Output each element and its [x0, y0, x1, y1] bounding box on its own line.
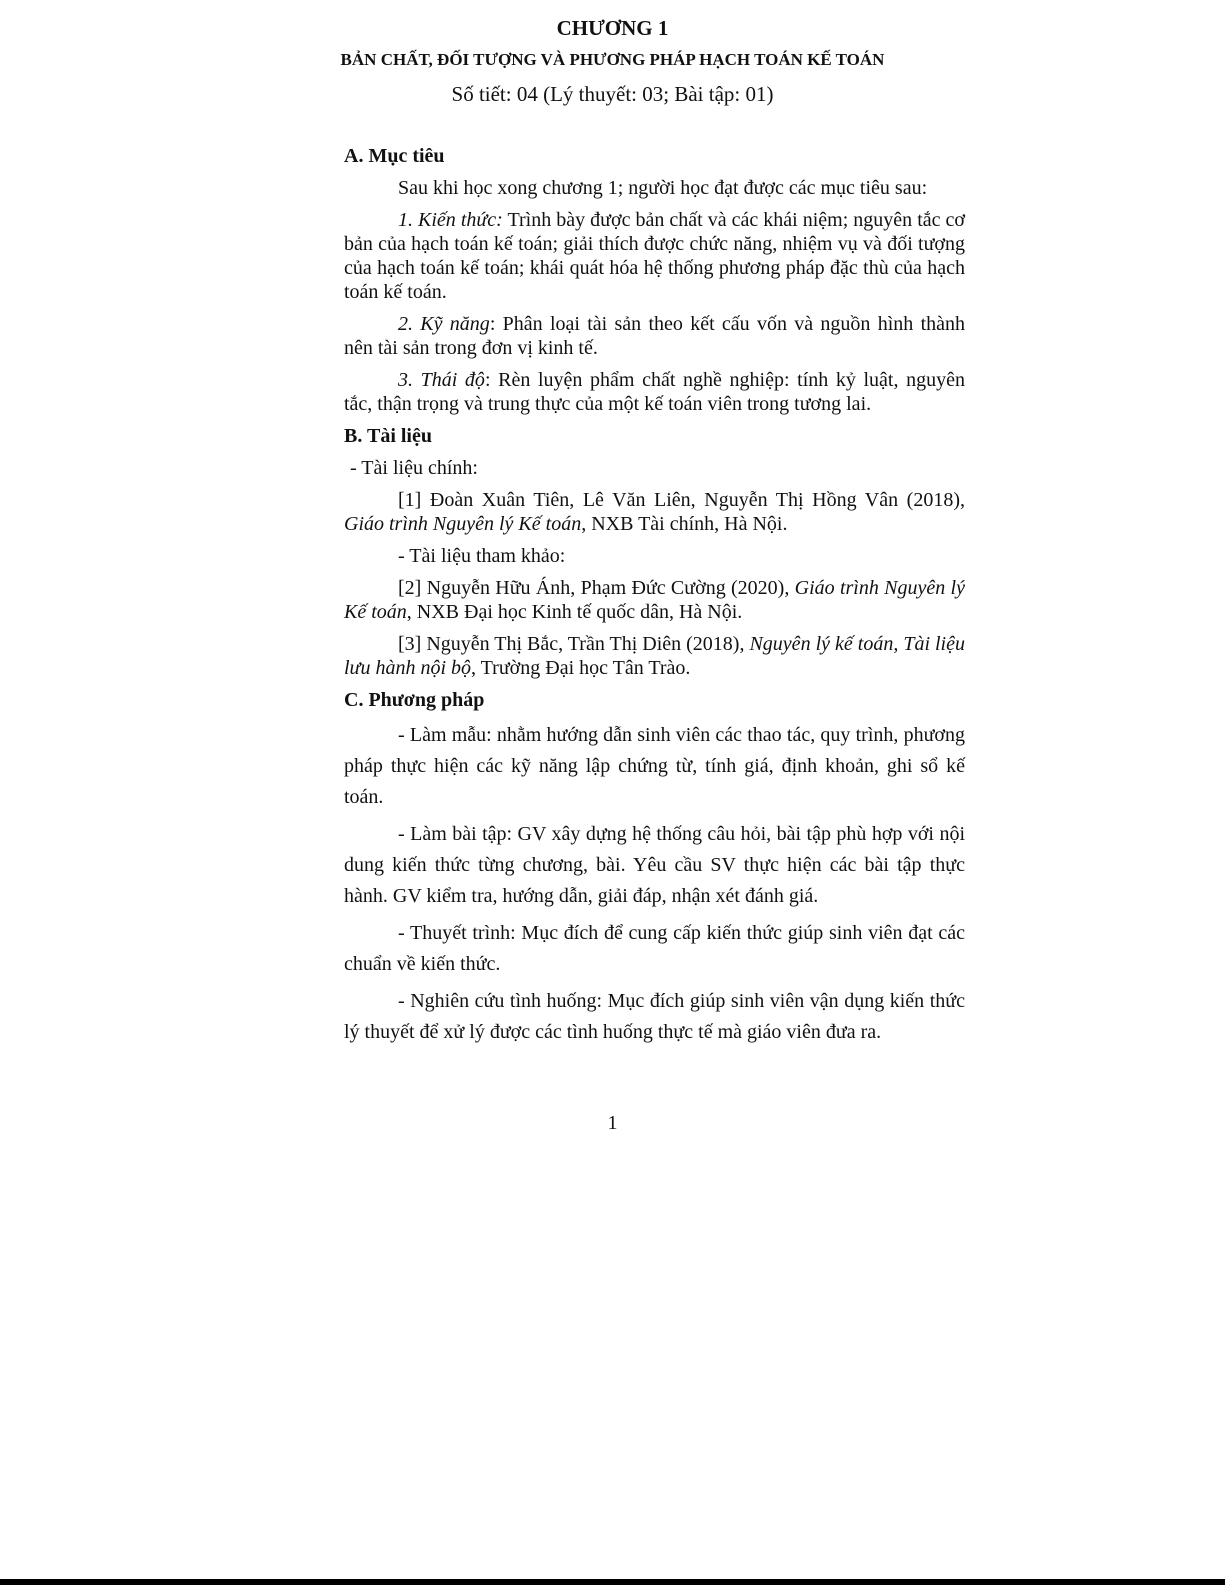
method-item: - Nghiên cứu tình huống: Mục đích giúp sinh viên vận dụng kiến thức lý thuyết để xử lý được các tình huống thực tế mà giáo viên đưa ra.: [344, 990, 965, 1043]
reference-3-authors: [3] Nguyễn Thị Bắc, Trần Thị Diên (2018),: [398, 633, 750, 655]
extra-materials-label: - Tài liệu tham khảo:: [398, 545, 566, 567]
objective-skill-text: : Phân loại tài sản theo kết cấu vốn và nguồn hình thành nên tài sản trong đơn vị kinh tế.: [344, 313, 966, 359]
section-a-intro: Sau khi học xong chương 1; người học đạt được các mục tiêu sau:: [398, 177, 928, 199]
reference-1-publisher: , NXB Tài chính, Hà Nội.: [581, 513, 788, 535]
reference-2-title: Giáo trình Nguyên lý Kế toán: [344, 577, 965, 623]
chapter-number: CHƯƠNG 1: [556, 16, 669, 40]
reference-3-publisher: , Trường Đại học Tân Trào.: [471, 657, 691, 679]
main-materials-label: - Tài liệu chính:: [350, 457, 478, 479]
chapter-hours: Số tiết: 04 (Lý thuyết: 03; Bài tập: 01): [451, 82, 774, 106]
objective-attitude-label: 3. Thái độ: [398, 369, 485, 391]
page-number: 1: [607, 1112, 618, 1134]
objective-knowledge-text: Trình bày được bản chất và các khái niệm; nguyên tắc cơ bản của hạch toán kế toán; giải thích được chức năng, nhiệm vụ và đối tượng của hạch toán kế toán; khái quát hóa hệ thống phương pháp đặc thù của hạch toán kế toán.: [344, 209, 965, 303]
method-item: - Làm bài tập: GV xây dựng hệ thống câu hỏi, bài tập phù hợp với nội dung kiến thức từng chương, bài. Yêu cầu SV thực hiện các bài tập thực hành. GV kiểm tra, hướng dẫn, giải đáp, nhận xét đánh giá.: [344, 823, 965, 907]
section-c-heading: C. Phương pháp: [344, 689, 485, 711]
reference-2-authors: [2] Nguyễn Hữu Ánh, Phạm Đức Cường (2020),: [398, 577, 795, 599]
reference-1-title: Giáo trình Nguyên lý Kế toán: [344, 513, 582, 535]
document-body: [344, 144, 965, 1054]
objective-skill-label: 2. Kỹ năng: [398, 313, 490, 335]
reference-3-title: Nguyên lý kế toán, Tài liệu lưu hành nội bộ: [344, 633, 965, 679]
objective-knowledge: [344, 208, 965, 304]
bottom-border: [0, 1579, 1225, 1585]
reference-1-authors: [1] Đoàn Xuân Tiên, Lê Văn Liên, Nguyễn Thị Hồng Vân (2018),: [398, 489, 965, 511]
objective-attitude-text: : Rèn luyện phẩm chất nghề nghiệp: tính kỷ luật, nguyên tắc, thận trọng và trung thực của một kế toán viên trong tương lai.: [344, 369, 965, 415]
section-b-heading: B. Tài liệu: [344, 425, 432, 447]
section-a-heading: A. Mục tiêu: [344, 145, 445, 167]
reference-1: [344, 488, 965, 536]
objective-knowledge-label: 1. Kiến thức:: [398, 209, 503, 231]
method-item: - Làm mẫu: nhằm hướng dẫn sinh viên các thao tác, quy trình, phương pháp thực hiện các kỹ năng lập chứng từ, tính giá, định khoản, ghi sổ kế toán.: [344, 724, 965, 808]
method-item: - Thuyết trình: Mục đích để cung cấp kiến thức giúp sinh viên đạt các chuẩn về kiến thức.: [344, 922, 965, 975]
reference-3: [344, 632, 965, 680]
objective-attitude: [344, 368, 965, 416]
objective-skill: [344, 312, 965, 360]
reference-2-publisher: , NXB Đại học Kinh tế quốc dân, Hà Nội.: [406, 601, 743, 623]
reference-2: [344, 576, 965, 624]
chapter-title: BẢN CHẤT, ĐỐI TƯỢNG VÀ PHƯƠNG PHÁP HẠCH TOÁN KẾ TOÁN: [340, 50, 885, 69]
